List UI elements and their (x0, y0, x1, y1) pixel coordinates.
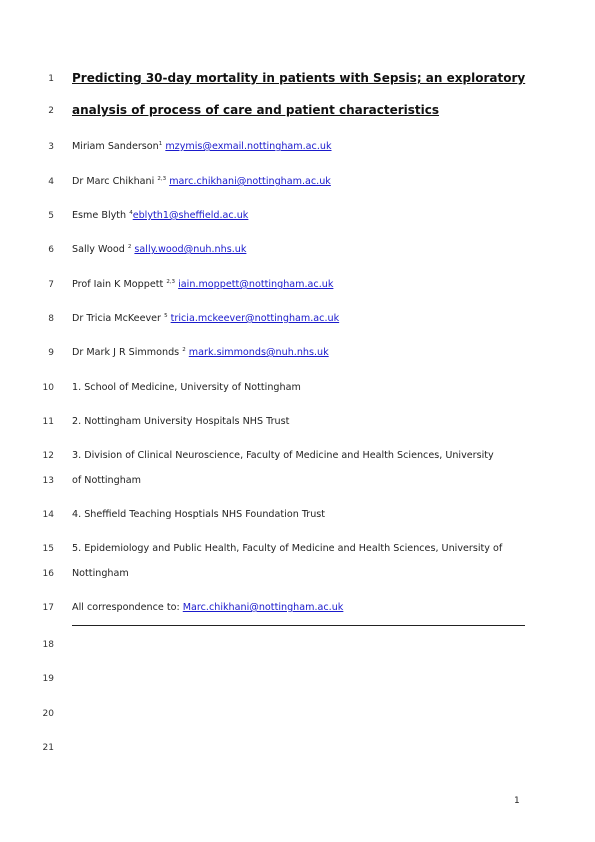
affiliation-3-line1: 3. Division of Clinical Neuroscience, Faculty of Medicine and Health Sciences, University (72, 450, 494, 461)
affiliation-1: 1. School of Medicine, University of Nottingham (72, 382, 301, 393)
line-number: 11 (42, 417, 54, 427)
author-affiliation: 1 (158, 141, 163, 147)
affiliation-5-line2: Nottingham (72, 568, 129, 579)
line-number: 17 (42, 603, 54, 613)
line-number: 2 (48, 106, 54, 116)
author-line (72, 313, 339, 324)
author-name: Sally Wood (72, 244, 125, 255)
page-number: 1 (514, 796, 520, 806)
author-affiliation: 4 (129, 210, 133, 216)
author-email-link[interactable]: sally.wood@nuh.nhs.uk (134, 244, 247, 255)
line-number: 15 (42, 544, 54, 554)
author-email-link[interactable]: marc.chikhani@nottingham.ac.uk (169, 176, 331, 187)
line-number: 18 (42, 640, 54, 650)
author-affiliation: 2,3 (157, 176, 167, 182)
line-number: 16 (42, 569, 54, 579)
author-name: Prof Iain K Moppett (72, 279, 164, 290)
line-number: 21 (42, 743, 54, 753)
author-name: Dr Marc Chikhani (72, 176, 155, 187)
line-number: 6 (48, 245, 54, 255)
line-number: 3 (48, 142, 54, 152)
author-line (72, 244, 246, 255)
author-name: Miriam Sanderson (72, 141, 159, 152)
line-number: 10 (42, 383, 54, 393)
author-line (72, 279, 333, 290)
author-affiliation: 5 (164, 313, 168, 319)
author-affiliation: 2,3 (166, 279, 176, 285)
author-name: Dr Mark J R Simmonds (72, 347, 180, 358)
author-email-link[interactable]: tricia.mckeever@nottingham.ac.uk (170, 313, 340, 324)
author-name: Dr Tricia McKeever (72, 313, 162, 324)
author-line (72, 210, 248, 221)
line-number: 9 (48, 348, 54, 358)
line-number: 13 (42, 476, 54, 486)
author-affiliation: 2 (127, 244, 132, 250)
line-number: 8 (48, 314, 54, 324)
affiliation-4: 4. Sheffield Teaching Hosptials NHS Foundation Trust (72, 509, 326, 520)
correspondence-line (72, 602, 343, 613)
author-line (72, 347, 329, 358)
author-email-link[interactable]: mzymis@exmail.nottingham.ac.uk (165, 141, 332, 152)
line-number: 5 (48, 211, 54, 221)
author-email-link[interactable]: eblyth1@sheffield.ac.uk (132, 210, 249, 221)
author-email-link[interactable]: mark.simmonds@nuh.nhs.uk (188, 347, 329, 358)
horizontal-rule (72, 625, 525, 626)
line-number: 7 (48, 280, 54, 290)
line-number: 20 (42, 709, 54, 719)
paper-title-line2: analysis of process of care and patient characteristics (72, 103, 440, 117)
author-affiliation: 2 (182, 347, 186, 353)
affiliation-5-line1: 5. Epidemiology and Public Health, Faculty of Medicine and Health Sciences, University of (72, 543, 503, 554)
paper-title-line1: Predicting 30-day mortality in patients with Sepsis; an exploratory (72, 71, 526, 85)
line-number: 12 (42, 451, 54, 461)
line-number: 19 (42, 674, 54, 684)
author-line (72, 176, 331, 187)
line-number: 14 (42, 510, 54, 520)
line-number: 1 (48, 74, 54, 84)
author-name: Esme Blyth (72, 210, 127, 221)
author-line (72, 141, 332, 152)
author-email-link[interactable]: iain.moppett@nottingham.ac.uk (178, 279, 334, 290)
correspondence-email-link[interactable]: Marc.chikhani@nottingham.ac.uk (182, 602, 344, 613)
affiliation-2: 2. Nottingham University Hospitals NHS Trust (72, 416, 290, 427)
affiliation-3-line2: of Nottingham (72, 475, 142, 486)
correspondence-label: All correspondence to: (72, 602, 180, 613)
line-number: 4 (48, 177, 54, 187)
